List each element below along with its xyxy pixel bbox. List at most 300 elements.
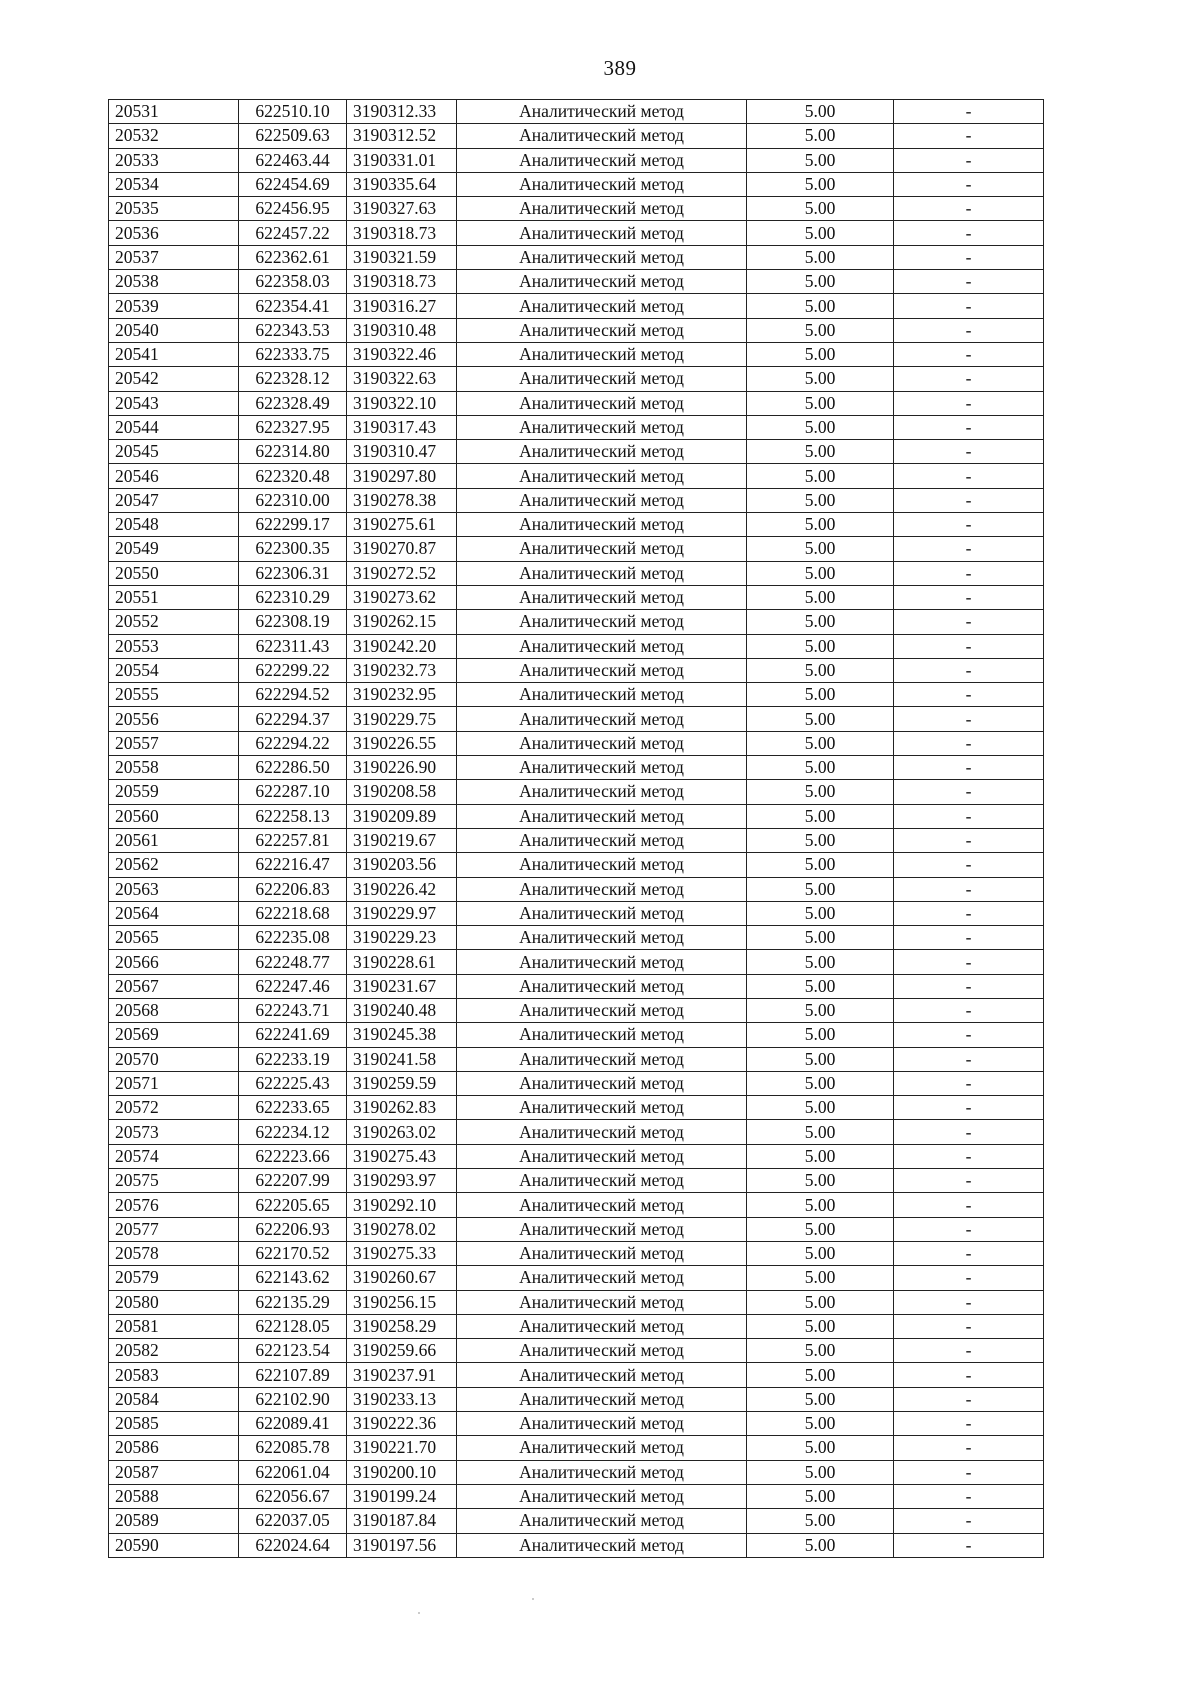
table-row <box>109 245 1044 269</box>
accuracy-cell: 5.00 <box>747 1509 894 1533</box>
y-coordinate-cell: 3190229.75 <box>347 707 457 731</box>
table-row <box>109 1339 1044 1363</box>
accuracy-cell: 5.00 <box>747 1363 894 1387</box>
note-cell: - <box>894 1436 1044 1460</box>
accuracy-cell: 5.00 <box>747 1120 894 1144</box>
x-coordinate-cell: 622306.31 <box>239 561 347 585</box>
table-row <box>109 1290 1044 1314</box>
accuracy-cell: 5.00 <box>747 464 894 488</box>
method-cell: Аналитический метод <box>457 1314 747 1338</box>
table-row <box>109 488 1044 512</box>
note-cell: - <box>894 1460 1044 1484</box>
accuracy-cell: 5.00 <box>747 585 894 609</box>
note-cell: - <box>894 658 1044 682</box>
table-row <box>109 318 1044 342</box>
table-row <box>109 537 1044 561</box>
point-number-cell: 20532 <box>109 124 239 148</box>
y-coordinate-cell: 3190200.10 <box>347 1460 457 1484</box>
table-row <box>109 1387 1044 1411</box>
y-coordinate-cell: 3190322.63 <box>347 367 457 391</box>
x-coordinate-cell: 622320.48 <box>239 464 347 488</box>
point-number-cell: 20563 <box>109 877 239 901</box>
point-number-cell: 20559 <box>109 780 239 804</box>
method-cell: Аналитический метод <box>457 342 747 366</box>
note-cell: - <box>894 1412 1044 1436</box>
accuracy-cell: 5.00 <box>747 1144 894 1168</box>
y-coordinate-cell: 3190203.56 <box>347 853 457 877</box>
x-coordinate-cell: 622328.49 <box>239 391 347 415</box>
y-coordinate-cell: 3190199.24 <box>347 1484 457 1508</box>
y-coordinate-cell: 3190229.97 <box>347 901 457 925</box>
x-coordinate-cell: 622207.99 <box>239 1169 347 1193</box>
note-cell: - <box>894 391 1044 415</box>
note-cell: - <box>894 950 1044 974</box>
accuracy-cell: 5.00 <box>747 998 894 1022</box>
accuracy-cell: 5.00 <box>747 124 894 148</box>
method-cell: Аналитический метод <box>457 513 747 537</box>
x-coordinate-cell: 622223.66 <box>239 1144 347 1168</box>
accuracy-cell: 5.00 <box>747 756 894 780</box>
accuracy-cell: 5.00 <box>747 901 894 925</box>
y-coordinate-cell: 3190331.01 <box>347 148 457 172</box>
point-number-cell: 20553 <box>109 634 239 658</box>
table-row <box>109 270 1044 294</box>
note-cell: - <box>894 415 1044 439</box>
method-cell: Аналитический метод <box>457 221 747 245</box>
y-coordinate-cell: 3190273.62 <box>347 585 457 609</box>
accuracy-cell: 5.00 <box>747 1266 894 1290</box>
note-cell: - <box>894 1023 1044 1047</box>
point-number-cell: 20565 <box>109 926 239 950</box>
y-coordinate-cell: 3190237.91 <box>347 1363 457 1387</box>
point-number-cell: 20541 <box>109 342 239 366</box>
accuracy-cell: 5.00 <box>747 270 894 294</box>
x-coordinate-cell: 622205.65 <box>239 1193 347 1217</box>
x-coordinate-cell: 622128.05 <box>239 1314 347 1338</box>
method-cell: Аналитический метод <box>457 1290 747 1314</box>
method-cell: Аналитический метод <box>457 998 747 1022</box>
point-number-cell: 20579 <box>109 1266 239 1290</box>
method-cell: Аналитический метод <box>457 585 747 609</box>
note-cell: - <box>894 440 1044 464</box>
note-cell: - <box>894 901 1044 925</box>
method-cell: Аналитический метод <box>457 124 747 148</box>
method-cell: Аналитический метод <box>457 707 747 731</box>
method-cell: Аналитический метод <box>457 270 747 294</box>
point-number-cell: 20589 <box>109 1509 239 1533</box>
accuracy-cell: 5.00 <box>747 245 894 269</box>
x-coordinate-cell: 622037.05 <box>239 1509 347 1533</box>
x-coordinate-cell: 622456.95 <box>239 197 347 221</box>
point-number-cell: 20540 <box>109 318 239 342</box>
method-cell: Аналитический метод <box>457 148 747 172</box>
y-coordinate-cell: 3190226.55 <box>347 731 457 755</box>
point-number-cell: 20577 <box>109 1217 239 1241</box>
table-row <box>109 1314 1044 1338</box>
accuracy-cell: 5.00 <box>747 950 894 974</box>
method-cell: Аналитический метод <box>457 1363 747 1387</box>
y-coordinate-cell: 3190278.02 <box>347 1217 457 1241</box>
x-coordinate-cell: 622258.13 <box>239 804 347 828</box>
x-coordinate-cell: 622123.54 <box>239 1339 347 1363</box>
point-number-cell: 20551 <box>109 585 239 609</box>
point-number-cell: 20531 <box>109 100 239 124</box>
x-coordinate-cell: 622170.52 <box>239 1241 347 1265</box>
y-coordinate-cell: 3190187.84 <box>347 1509 457 1533</box>
table-row <box>109 367 1044 391</box>
method-cell: Аналитический метод <box>457 1144 747 1168</box>
point-number-cell: 20566 <box>109 950 239 974</box>
table-body <box>109 100 1044 1558</box>
table-row <box>109 1120 1044 1144</box>
table-row <box>109 148 1044 172</box>
y-coordinate-cell: 3190310.48 <box>347 318 457 342</box>
x-coordinate-cell: 622294.37 <box>239 707 347 731</box>
accuracy-cell: 5.00 <box>747 415 894 439</box>
accuracy-cell: 5.00 <box>747 1314 894 1338</box>
method-cell: Аналитический метод <box>457 926 747 950</box>
x-coordinate-cell: 622510.10 <box>239 100 347 124</box>
y-coordinate-cell: 3190259.59 <box>347 1071 457 1095</box>
x-coordinate-cell: 622247.46 <box>239 974 347 998</box>
note-cell: - <box>894 513 1044 537</box>
accuracy-cell: 5.00 <box>747 1047 894 1071</box>
note-cell: - <box>894 731 1044 755</box>
method-cell: Аналитический метод <box>457 537 747 561</box>
table-row <box>109 853 1044 877</box>
table-row <box>109 513 1044 537</box>
table-row <box>109 561 1044 585</box>
x-coordinate-cell: 622308.19 <box>239 610 347 634</box>
point-number-cell: 20537 <box>109 245 239 269</box>
y-coordinate-cell: 3190275.33 <box>347 1241 457 1265</box>
point-number-cell: 20562 <box>109 853 239 877</box>
method-cell: Аналитический метод <box>457 634 747 658</box>
accuracy-cell: 5.00 <box>747 1241 894 1265</box>
point-number-cell: 20564 <box>109 901 239 925</box>
coordinates-table <box>108 99 1044 1558</box>
note-cell: - <box>894 974 1044 998</box>
method-cell: Аналитический метод <box>457 731 747 755</box>
note-cell: - <box>894 221 1044 245</box>
x-coordinate-cell: 622354.41 <box>239 294 347 318</box>
table-row <box>109 100 1044 124</box>
accuracy-cell: 5.00 <box>747 1290 894 1314</box>
accuracy-cell: 5.00 <box>747 318 894 342</box>
accuracy-cell: 5.00 <box>747 1096 894 1120</box>
table-row <box>109 634 1044 658</box>
table-row <box>109 1363 1044 1387</box>
table-row <box>109 683 1044 707</box>
x-coordinate-cell: 622241.69 <box>239 1023 347 1047</box>
note-cell: - <box>894 998 1044 1022</box>
accuracy-cell: 5.00 <box>747 391 894 415</box>
note-cell: - <box>894 1314 1044 1338</box>
note-cell: - <box>894 804 1044 828</box>
accuracy-cell: 5.00 <box>747 658 894 682</box>
accuracy-cell: 5.00 <box>747 537 894 561</box>
y-coordinate-cell: 3190275.43 <box>347 1144 457 1168</box>
point-number-cell: 20542 <box>109 367 239 391</box>
point-number-cell: 20538 <box>109 270 239 294</box>
note-cell: - <box>894 585 1044 609</box>
point-number-cell: 20561 <box>109 828 239 852</box>
note-cell: - <box>894 172 1044 196</box>
point-number-cell: 20545 <box>109 440 239 464</box>
x-coordinate-cell: 622102.90 <box>239 1387 347 1411</box>
note-cell: - <box>894 1290 1044 1314</box>
note-cell: - <box>894 342 1044 366</box>
method-cell: Аналитический метод <box>457 391 747 415</box>
method-cell: Аналитический метод <box>457 1387 747 1411</box>
method-cell: Аналитический метод <box>457 756 747 780</box>
table-row <box>109 1460 1044 1484</box>
accuracy-cell: 5.00 <box>747 804 894 828</box>
accuracy-cell: 5.00 <box>747 731 894 755</box>
point-number-cell: 20574 <box>109 1144 239 1168</box>
x-coordinate-cell: 622454.69 <box>239 172 347 196</box>
table-row <box>109 1071 1044 1095</box>
y-coordinate-cell: 3190262.83 <box>347 1096 457 1120</box>
x-coordinate-cell: 622248.77 <box>239 950 347 974</box>
method-cell: Аналитический метод <box>457 1339 747 1363</box>
table-row <box>109 1509 1044 1533</box>
method-cell: Аналитический метод <box>457 561 747 585</box>
method-cell: Аналитический метод <box>457 683 747 707</box>
y-coordinate-cell: 3190297.80 <box>347 464 457 488</box>
point-number-cell: 20583 <box>109 1363 239 1387</box>
point-number-cell: 20548 <box>109 513 239 537</box>
point-number-cell: 20571 <box>109 1071 239 1095</box>
point-number-cell: 20544 <box>109 415 239 439</box>
note-cell: - <box>894 926 1044 950</box>
method-cell: Аналитический метод <box>457 610 747 634</box>
note-cell: - <box>894 683 1044 707</box>
note-cell: - <box>894 197 1044 221</box>
x-coordinate-cell: 622089.41 <box>239 1412 347 1436</box>
accuracy-cell: 5.00 <box>747 1023 894 1047</box>
y-coordinate-cell: 3190318.73 <box>347 221 457 245</box>
method-cell: Аналитический метод <box>457 440 747 464</box>
table-row <box>109 440 1044 464</box>
accuracy-cell: 5.00 <box>747 197 894 221</box>
accuracy-cell: 5.00 <box>747 1460 894 1484</box>
note-cell: - <box>894 828 1044 852</box>
table-row <box>109 877 1044 901</box>
y-coordinate-cell: 3190270.87 <box>347 537 457 561</box>
point-number-cell: 20552 <box>109 610 239 634</box>
x-coordinate-cell: 622257.81 <box>239 828 347 852</box>
method-cell: Аналитический метод <box>457 1241 747 1265</box>
y-coordinate-cell: 3190327.63 <box>347 197 457 221</box>
x-coordinate-cell: 622216.47 <box>239 853 347 877</box>
x-coordinate-cell: 622311.43 <box>239 634 347 658</box>
method-cell: Аналитический метод <box>457 974 747 998</box>
y-coordinate-cell: 3190260.67 <box>347 1266 457 1290</box>
note-cell: - <box>894 756 1044 780</box>
y-coordinate-cell: 3190226.90 <box>347 756 457 780</box>
accuracy-cell: 5.00 <box>747 853 894 877</box>
point-number-cell: 20576 <box>109 1193 239 1217</box>
x-coordinate-cell: 622243.71 <box>239 998 347 1022</box>
x-coordinate-cell: 622328.12 <box>239 367 347 391</box>
table-row <box>109 658 1044 682</box>
note-cell: - <box>894 561 1044 585</box>
accuracy-cell: 5.00 <box>747 1387 894 1411</box>
y-coordinate-cell: 3190219.67 <box>347 828 457 852</box>
method-cell: Аналитический метод <box>457 100 747 124</box>
table-row <box>109 804 1044 828</box>
point-number-cell: 20586 <box>109 1436 239 1460</box>
method-cell: Аналитический метод <box>457 1071 747 1095</box>
y-coordinate-cell: 3190317.43 <box>347 415 457 439</box>
table-row <box>109 294 1044 318</box>
accuracy-cell: 5.00 <box>747 828 894 852</box>
x-coordinate-cell: 622206.93 <box>239 1217 347 1241</box>
table-row <box>109 756 1044 780</box>
y-coordinate-cell: 3190292.10 <box>347 1193 457 1217</box>
note-cell: - <box>894 1144 1044 1168</box>
x-coordinate-cell: 622299.22 <box>239 658 347 682</box>
table-row <box>109 415 1044 439</box>
note-cell: - <box>894 148 1044 172</box>
accuracy-cell: 5.00 <box>747 100 894 124</box>
method-cell: Аналитический метод <box>457 1460 747 1484</box>
method-cell: Аналитический метод <box>457 1120 747 1144</box>
point-number-cell: 20546 <box>109 464 239 488</box>
y-coordinate-cell: 3190245.38 <box>347 1023 457 1047</box>
x-coordinate-cell: 622235.08 <box>239 926 347 950</box>
accuracy-cell: 5.00 <box>747 294 894 318</box>
y-coordinate-cell: 3190226.42 <box>347 877 457 901</box>
y-coordinate-cell: 3190208.58 <box>347 780 457 804</box>
table-row <box>109 172 1044 196</box>
point-number-cell: 20547 <box>109 488 239 512</box>
note-cell: - <box>894 1169 1044 1193</box>
x-coordinate-cell: 622294.22 <box>239 731 347 755</box>
note-cell: - <box>894 100 1044 124</box>
method-cell: Аналитический метод <box>457 1096 747 1120</box>
note-cell: - <box>894 367 1044 391</box>
method-cell: Аналитический метод <box>457 950 747 974</box>
accuracy-cell: 5.00 <box>747 610 894 634</box>
method-cell: Аналитический метод <box>457 1509 747 1533</box>
note-cell: - <box>894 1047 1044 1071</box>
method-cell: Аналитический метод <box>457 1412 747 1436</box>
note-cell: - <box>894 1217 1044 1241</box>
note-cell: - <box>894 1120 1044 1144</box>
accuracy-cell: 5.00 <box>747 1533 894 1557</box>
method-cell: Аналитический метод <box>457 804 747 828</box>
x-coordinate-cell: 622343.53 <box>239 318 347 342</box>
accuracy-cell: 5.00 <box>747 488 894 512</box>
table-row <box>109 221 1044 245</box>
method-cell: Аналитический метод <box>457 1436 747 1460</box>
accuracy-cell: 5.00 <box>747 877 894 901</box>
note-cell: - <box>894 1533 1044 1557</box>
y-coordinate-cell: 3190318.73 <box>347 270 457 294</box>
y-coordinate-cell: 3190263.02 <box>347 1120 457 1144</box>
scan-speck <box>532 1598 534 1600</box>
x-coordinate-cell: 622206.83 <box>239 877 347 901</box>
table-row <box>109 998 1044 1022</box>
method-cell: Аналитический метод <box>457 1217 747 1241</box>
method-cell: Аналитический метод <box>457 780 747 804</box>
table-row <box>109 1217 1044 1241</box>
accuracy-cell: 5.00 <box>747 1217 894 1241</box>
method-cell: Аналитический метод <box>457 318 747 342</box>
y-coordinate-cell: 3190231.67 <box>347 974 457 998</box>
point-number-cell: 20572 <box>109 1096 239 1120</box>
point-number-cell: 20534 <box>109 172 239 196</box>
note-cell: - <box>894 464 1044 488</box>
x-coordinate-cell: 622333.75 <box>239 342 347 366</box>
method-cell: Аналитический метод <box>457 294 747 318</box>
accuracy-cell: 5.00 <box>747 440 894 464</box>
y-coordinate-cell: 3190256.15 <box>347 1290 457 1314</box>
point-number-cell: 20590 <box>109 1533 239 1557</box>
method-cell: Аналитический метод <box>457 1533 747 1557</box>
method-cell: Аналитический метод <box>457 464 747 488</box>
table-row <box>109 780 1044 804</box>
x-coordinate-cell: 622225.43 <box>239 1071 347 1095</box>
point-number-cell: 20535 <box>109 197 239 221</box>
table-row <box>109 197 1044 221</box>
table-row <box>109 1241 1044 1265</box>
table-row <box>109 731 1044 755</box>
y-coordinate-cell: 3190258.29 <box>347 1314 457 1338</box>
x-coordinate-cell: 622463.44 <box>239 148 347 172</box>
x-coordinate-cell: 622286.50 <box>239 756 347 780</box>
method-cell: Аналитический метод <box>457 1193 747 1217</box>
accuracy-cell: 5.00 <box>747 683 894 707</box>
method-cell: Аналитический метод <box>457 197 747 221</box>
accuracy-cell: 5.00 <box>747 1169 894 1193</box>
x-coordinate-cell: 622457.22 <box>239 221 347 245</box>
note-cell: - <box>894 318 1044 342</box>
table-row <box>109 610 1044 634</box>
table-row <box>109 1436 1044 1460</box>
y-coordinate-cell: 3190222.36 <box>347 1412 457 1436</box>
y-coordinate-cell: 3190209.89 <box>347 804 457 828</box>
method-cell: Аналитический метод <box>457 828 747 852</box>
table-row <box>109 391 1044 415</box>
note-cell: - <box>894 610 1044 634</box>
accuracy-cell: 5.00 <box>747 926 894 950</box>
method-cell: Аналитический метод <box>457 245 747 269</box>
table-row <box>109 950 1044 974</box>
table-row <box>109 828 1044 852</box>
accuracy-cell: 5.00 <box>747 780 894 804</box>
note-cell: - <box>894 1387 1044 1411</box>
method-cell: Аналитический метод <box>457 877 747 901</box>
x-coordinate-cell: 622300.35 <box>239 537 347 561</box>
x-coordinate-cell: 622233.19 <box>239 1047 347 1071</box>
table-row <box>109 926 1044 950</box>
accuracy-cell: 5.00 <box>747 172 894 196</box>
accuracy-cell: 5.00 <box>747 1193 894 1217</box>
note-cell: - <box>894 1509 1044 1533</box>
x-coordinate-cell: 622024.64 <box>239 1533 347 1557</box>
table-row <box>109 1096 1044 1120</box>
y-coordinate-cell: 3190278.38 <box>347 488 457 512</box>
point-number-cell: 20556 <box>109 707 239 731</box>
accuracy-cell: 5.00 <box>747 974 894 998</box>
x-coordinate-cell: 622294.52 <box>239 683 347 707</box>
table-row <box>109 585 1044 609</box>
y-coordinate-cell: 3190228.61 <box>347 950 457 974</box>
table-row <box>109 1533 1044 1557</box>
